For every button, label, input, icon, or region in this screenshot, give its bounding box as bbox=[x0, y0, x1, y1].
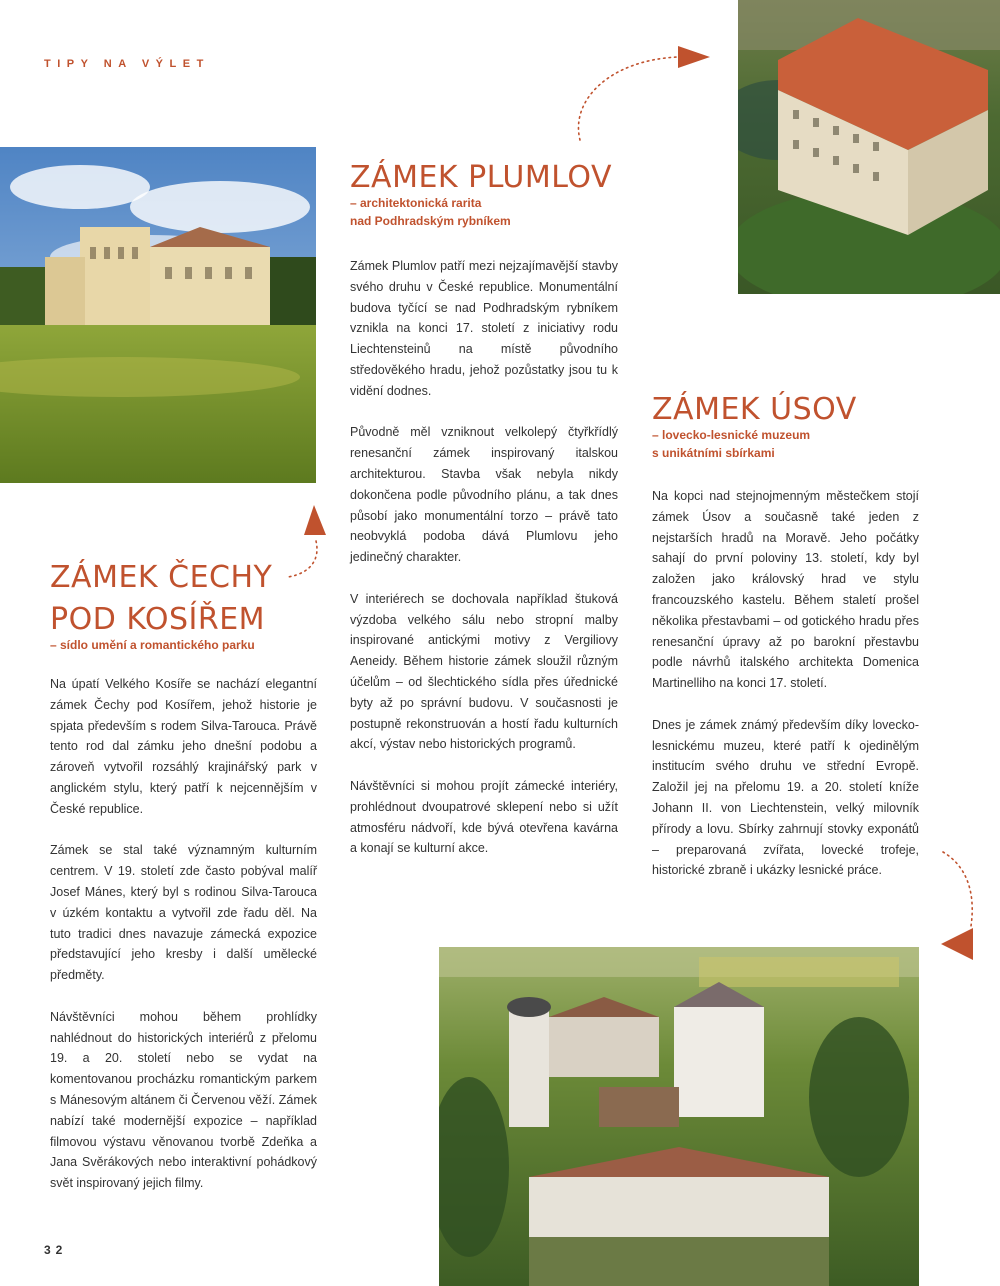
section-label: TIPY NA VÝLET bbox=[44, 58, 210, 70]
plumlov-title: ZÁMEK PLUMLOV bbox=[350, 160, 613, 195]
cechy-photo bbox=[0, 147, 316, 483]
usov-photo bbox=[439, 947, 919, 1286]
cechy-paragraph: Návštěvníci mohou během prohlídky nahlédnout do historických interiérů z přelomu 19. a 20. století nebo se vydat na komentovanou procházku romantickým parkem s Mánesovým altánem či Červenou věží. Zámek nabízí také modernější expozice – například filmovou výstavu věnovanou tvorbě Zdeňka a Jana Svěrákových nebo interaktivní pohádkový svět inspirovaný jejich filmy. bbox=[50, 1009, 317, 1191]
page-number: 32 bbox=[44, 1243, 68, 1257]
usov-paragraph: Na kopci nad stejnojmenným městečkem stojí zámek Úsov a současně také jeden z nejstarších hradů na Moravě. Jeho počátky sahají do první poloviny 13. století, kdy byl založen jako královský hrad ve stylu francouzského kastelu. Během staletí prošel několika přestavbami – od gotického hradu přes renesanční úpravy až po barokní přestavbu podle návrhů italského architekta Domenica Martinelliho na konci 17. století. bbox=[652, 489, 919, 691]
arrow-to-plumlov-icon bbox=[570, 40, 715, 150]
cechy-paragraph: Na úpatí Velkého Kosíře se nachází elegantní zámek Čechy pod Kosířem, jehož historie je spjata především s rodem Silva-Tarouca. Právě tento rod dal zámku jeho dnešní podobu a zároveň vytvořil rozsáhlý krajinářský park v anglickém stylu, který patří k nejcennějším v České republice. bbox=[50, 677, 317, 816]
usov-paragraph: Dnes je zámek známý především díky lovecko-lesnickému muzeu, které patří k ojedinělým institucím svého druhu ve střední Evropě. Založil jej na přelomu 19. a 20. století kníže Johann II. von Liechtenstein, velký milovník přírody a lovu. Sbírky zahrnují stovky exponátů – preparovaná zvířata, lovecké trofeje, historické zbraně i ukázky lesnické práce. bbox=[652, 717, 919, 878]
plumlov-paragraph: Původně měl vzniknout velkolepý čtyřkřídlý renesanční zámek inspirovaný italskou architekturou. Stavba však nebyla nikdy dokončena podle původního plánu, a tak dnes působí jako monumentální torzo – právě tato neobvyklá podoba dává Plumlovu jeho jedinečný charakter. bbox=[350, 425, 618, 565]
plumlov-subtitle-line-2: nad Podhradským rybníkem bbox=[350, 214, 511, 228]
cechy-article bbox=[50, 557, 317, 1215]
usov-title: ZÁMEK ÚSOV bbox=[652, 392, 857, 427]
plumlov-paragraph: Zámek Plumlov patří mezi nejzajímavější stavby svého druhu v České republice. Monumentální budova tyčící se nad Podhradským rybníkem vznikla na konci 17. století z iniciativy rodu Liechtensteinů na místě původního středověkého hradu, jehož pozůstatky jsou tu k vidění dodnes. bbox=[350, 259, 618, 398]
cechy-title-line-1: ZÁMEK ČECHY bbox=[50, 560, 273, 595]
plumlov-article bbox=[350, 157, 618, 880]
cechy-title-line-2: POD KOSÍŘEM bbox=[50, 602, 266, 637]
plumlov-paragraph: V interiérech se dochovala například štuková výzdoba velkého sálu nebo stropní malby inspirované antickými motivy z Vergiliovy Aeneidy. Během historie zámek sloužil různým účelům – od šlechtického sídla přes úřednické byty až po správní budovu. V současnosti je postupně rekonstruován a hostí řadu kulturních akcí, výstav nebo historických programů. bbox=[350, 591, 618, 752]
usov-article bbox=[652, 389, 919, 902]
cechy-paragraph: Zámek se stal také významným kulturním centrem. V 19. století zde často pobýval malíř Josef Mánes, který byl s rodinou Silva-Tarouca v úzkém kontaktu a vytvořil zde řadu děl. Na tuto tradici dnes navazuje zámecká expozice představující jeho kresby i další umělecké předměty. bbox=[50, 843, 317, 983]
plumlov-paragraph: Návštěvníci si mohou projít zámecké interiéry, prohlédnout dvoupatrové sklepení nebo si užít atmosféru nádvoří, kde bývá otevřena kavárna a konají se kulturní akce. bbox=[350, 778, 618, 856]
usov-body bbox=[652, 486, 919, 881]
cechy-body bbox=[50, 674, 317, 1194]
plumlov-body bbox=[350, 256, 618, 859]
usov-subtitle-line-2: s unikátními sbírkami bbox=[652, 446, 775, 460]
arrow-to-usov-icon bbox=[935, 848, 985, 960]
plumlov-photo bbox=[738, 0, 1000, 294]
cechy-subtitle: – sídlo umění a romantického parku bbox=[50, 638, 255, 652]
usov-subtitle-line-1: – lovecko-lesnické muzeum bbox=[652, 428, 811, 442]
plumlov-subtitle-line-1: – architektonická rarita bbox=[350, 196, 482, 210]
